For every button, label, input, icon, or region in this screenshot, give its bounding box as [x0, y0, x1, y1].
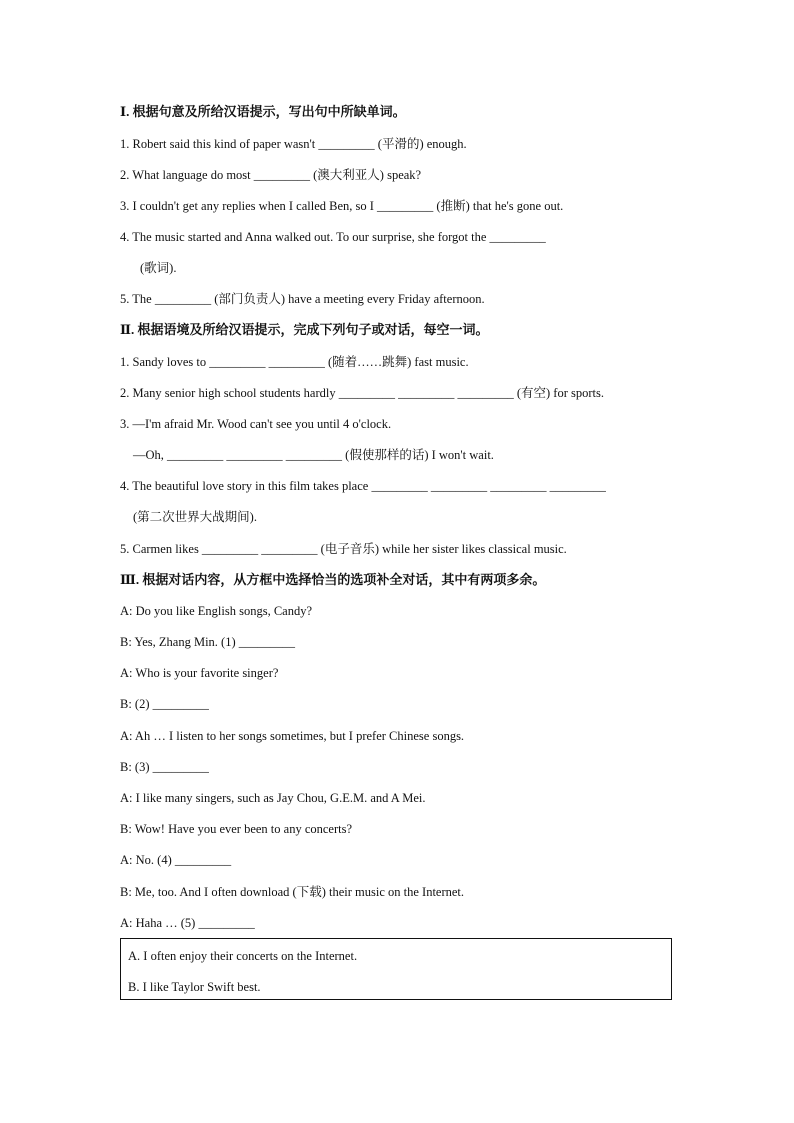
section-2-item-5: 5. Carmen likes _________ _________ (电子音乐) while her sister likes classical music. [120, 542, 567, 556]
section-1-item-3: 3. I couldn't get any replies when I called Ben, so I _________ (推断) that he's gone out. [120, 199, 564, 213]
dialogue-line-8: B: Wow! Have you ever been to any concerts? [120, 822, 353, 836]
options-box [120, 938, 672, 1000]
dialogue-line-10: B: Me, too. And I often download (下载) their music on the Internet. [120, 885, 465, 899]
section-2-item-4-continued: (第二次世界大战期间). [133, 510, 257, 524]
dialogue-line-6: B: (3) _________ [120, 760, 209, 774]
option-b: B. I like Taylor Swift best. [128, 980, 261, 994]
dialogue-line-1: A: Do you like English songs, Candy? [120, 604, 313, 618]
section-2-item-1: 1. Sandy loves to _________ _________ (随着……跳舞) fast music. [120, 355, 469, 369]
dialogue-line-4: B: (2) _________ [120, 697, 209, 711]
section-3-heading: Ⅲ. 根据对话内容，从方框中选择恰当的选项补全对话，其中有两项多余。 [120, 572, 546, 587]
section-2-item-4: 4. The beautiful love story in this film takes place _________ _________ _________ _________ [120, 479, 606, 493]
dialogue-line-5: A: Ah … I listen to her songs sometimes, but I prefer Chinese songs. [120, 729, 465, 743]
dialogue-line-9: A: No. (4) _________ [120, 853, 232, 867]
section-2-heading: Ⅱ. 根据语境及所给汉语提示，完成下列句子或对话，每空一词。 [120, 322, 489, 337]
dialogue-line-11: A: Haha … (5) _________ [120, 916, 255, 930]
dialogue-line-2: B: Yes, Zhang Min. (1) _________ [120, 635, 296, 649]
section-1-item-5: 5. The _________ (部门负责人) have a meeting every Friday afternoon. [120, 292, 485, 306]
section-2-item-2: 2. Many senior high school students hardly _________ _________ _________ (有空) for sports. [120, 386, 604, 400]
section-1-heading: Ⅰ. 根据句意及所给汉语提示，写出句中所缺单词。 [120, 104, 406, 119]
section-1-item-2: 2. What language do most _________ (澳大利亚人) speak? [120, 168, 422, 182]
section-2-item-3-answer: —Oh, _________ _________ _________ (假使那样的话) I won't wait. [133, 448, 494, 462]
section-1-item-4: 4. The music started and Anna walked out. To our surprise, she forgot the _________ [120, 230, 546, 244]
section-2-item-3-question: 3. —I'm afraid Mr. Wood can't see you until 4 o'clock. [120, 417, 392, 431]
section-1-item-1: 1. Robert said this kind of paper wasn't _________ (平滑的) enough. [120, 137, 467, 151]
option-a: A. I often enjoy their concerts on the Internet. [128, 949, 358, 963]
dialogue-line-7: A: I like many singers, such as Jay Chou, G.E.M. and A Mei. [120, 791, 426, 805]
dialogue-line-3: A: Who is your favorite singer? [120, 666, 279, 680]
section-1-item-4-continued: (歌词). [140, 261, 177, 275]
